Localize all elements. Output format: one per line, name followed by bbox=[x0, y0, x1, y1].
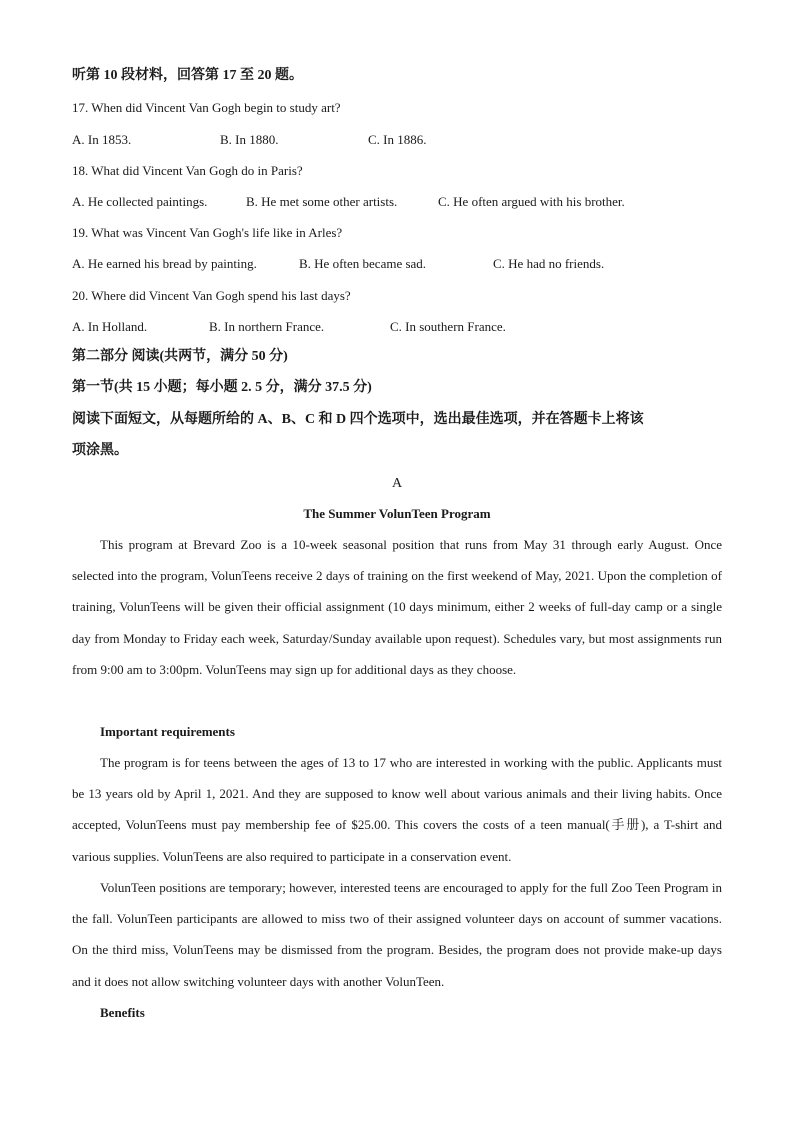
passage-title: The Summer VolunTeen Program bbox=[303, 506, 491, 521]
passage-paragraph-1: This program at Brevard Zoo is a 10-week seasonal position that runs from May 31 through early August. Once selected into the program, VolunTeens receive 2 days of training on the first weekend of May, 2021. Upon the completion of training, VolunTeens will be given their official assignment (10 days minimum, either 2 weeks of full-day camp or a single day from Monday to Friday each week, Saturday/Sunday available upon request). Schedules vary, but most assignments run from 9:00 am to 3:00pm. VolunTeens may sign up for additional days as they choose. bbox=[72, 537, 722, 677]
passage-label: A bbox=[391, 476, 403, 491]
reading-instruction-line-2: 项涂黑。 bbox=[72, 443, 128, 458]
reading-instruction-line-1: 阅读下面短文，从每题所给的 A、B、C 和 D 四个选项中，选出最佳选项，并在答题卡上将该 bbox=[72, 412, 644, 427]
reading-section-title: 第一节(共 15 小题；每小题 2. 5 分，满分 37.5 分) bbox=[72, 380, 372, 395]
question-19-stem: 19. What was Vincent Van Gogh's life like in Arles? bbox=[72, 225, 343, 240]
question-17-option-b: B. In 1880. bbox=[220, 132, 279, 147]
question-20-stem: 20. Where did Vincent Van Gogh spend his last days? bbox=[72, 288, 351, 303]
question-18-option-c: C. He often argued with his brother. bbox=[438, 194, 625, 209]
reading-part-title: 第二部分 阅读(共两节，满分 50 分) bbox=[72, 349, 288, 364]
question-17-option-a: A. In 1853. bbox=[72, 132, 132, 147]
question-20-option-a: A. In Holland. bbox=[72, 319, 148, 334]
listening-instruction: 听第 10 段材料，回答第 17 至 20 题。 bbox=[72, 68, 303, 83]
question-18-stem: 18. What did Vincent Van Gogh do in Paris? bbox=[72, 163, 303, 178]
passage-paragraph-2: The program is for teens between the ages of 13 to 17 who are interested in working with the public. Applicants must be 13 years old by April 1, 2021. And they are supposed to know well about various animals and their living habits. Once accepted, VolunTeens must pay membership fee of $25.00. This covers the costs of a teen manual(手册), a T-shirt and various supplies. VolunTeens are also required to participate in a conservation event. bbox=[72, 755, 722, 864]
heading-important-requirements: Important requirements bbox=[100, 724, 235, 739]
heading-benefits: Benefits bbox=[100, 1005, 145, 1020]
question-18-option-a: A. He collected paintings. bbox=[72, 194, 208, 209]
question-17-option-c: C. In 1886. bbox=[368, 132, 427, 147]
question-20-option-c: C. In southern France. bbox=[390, 319, 506, 334]
question-20-option-b: B. In northern France. bbox=[209, 319, 325, 334]
question-19-option-b: B. He often became sad. bbox=[299, 256, 427, 271]
question-19-option-c: C. He had no friends. bbox=[493, 256, 605, 271]
passage-paragraph-3: VolunTeen positions are temporary; however, interested teens are encouraged to apply for the full Zoo Teen Program in the fall. VolunTeen participants are allowed to miss two of their assigned volunteer days on account of summer vacations. On the third miss, VolunTeens may be dismissed from the program. Besides, the program does not provide make-up days and it does not allow switching volunteer days with another VolunTeen. bbox=[72, 880, 722, 989]
question-17-stem: 17. When did Vincent Van Gogh begin to study art? bbox=[72, 100, 341, 115]
question-18-option-b: B. He met some other artists. bbox=[246, 194, 398, 209]
question-19-option-a: A. He earned his bread by painting. bbox=[72, 256, 257, 271]
